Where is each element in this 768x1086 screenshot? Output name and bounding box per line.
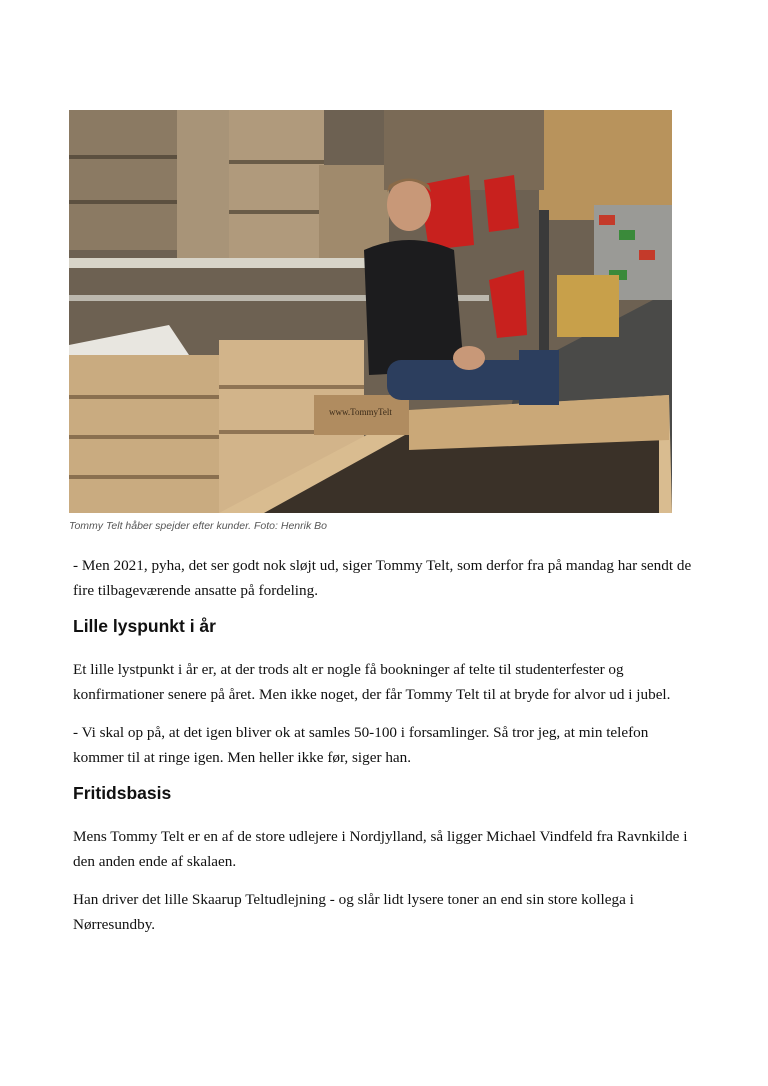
box-label: www.TommyTelt <box>329 407 392 417</box>
heading-lille-lyspunkt: Lille lyspunkt i år <box>73 616 216 636</box>
heading-fritidsbasis: Fritidsbasis <box>73 783 172 803</box>
paragraph-2: Et lille lystpunkt i år er, at der trods alt er nogle få bookninger af telte til studenterfester og konfirmationer senere på året. Men ikke noget, der får Tommy Telt til at bryde for alvor ud i jubel. <box>73 661 671 703</box>
paragraph-4: Mens Tommy Telt er en af de store udlejere i Nordjylland, så ligger Michael Vindfeld fra Ravnkilde i den anden ende af skalaen. <box>73 828 688 870</box>
paragraph-1: - Men 2021, pyha, det ser godt nok sløjt ud, siger Tommy Telt, som derfor fra på mandag har sendt de fire tilbageværende ansatte på fordeling. <box>73 557 692 599</box>
paragraph-5: Han driver det lille Skaarup Teltudlejning - og slår lidt lysere toner an end sin store kollega i Nørresundby. <box>73 891 634 933</box>
paragraph-3: - Vi skal op på, at det igen bliver ok at samles 50-100 i forsamlinger. Så tror jeg, at min telefon kommer til at ringe igen. Men heller ikke før, siger han. <box>73 724 649 766</box>
photo-caption: Tommy Telt håber spejder efter kunder. Foto: Henrik Bo <box>69 520 327 532</box>
article-photo <box>69 110 672 513</box>
warehouse-photo-illustration <box>69 110 672 513</box>
